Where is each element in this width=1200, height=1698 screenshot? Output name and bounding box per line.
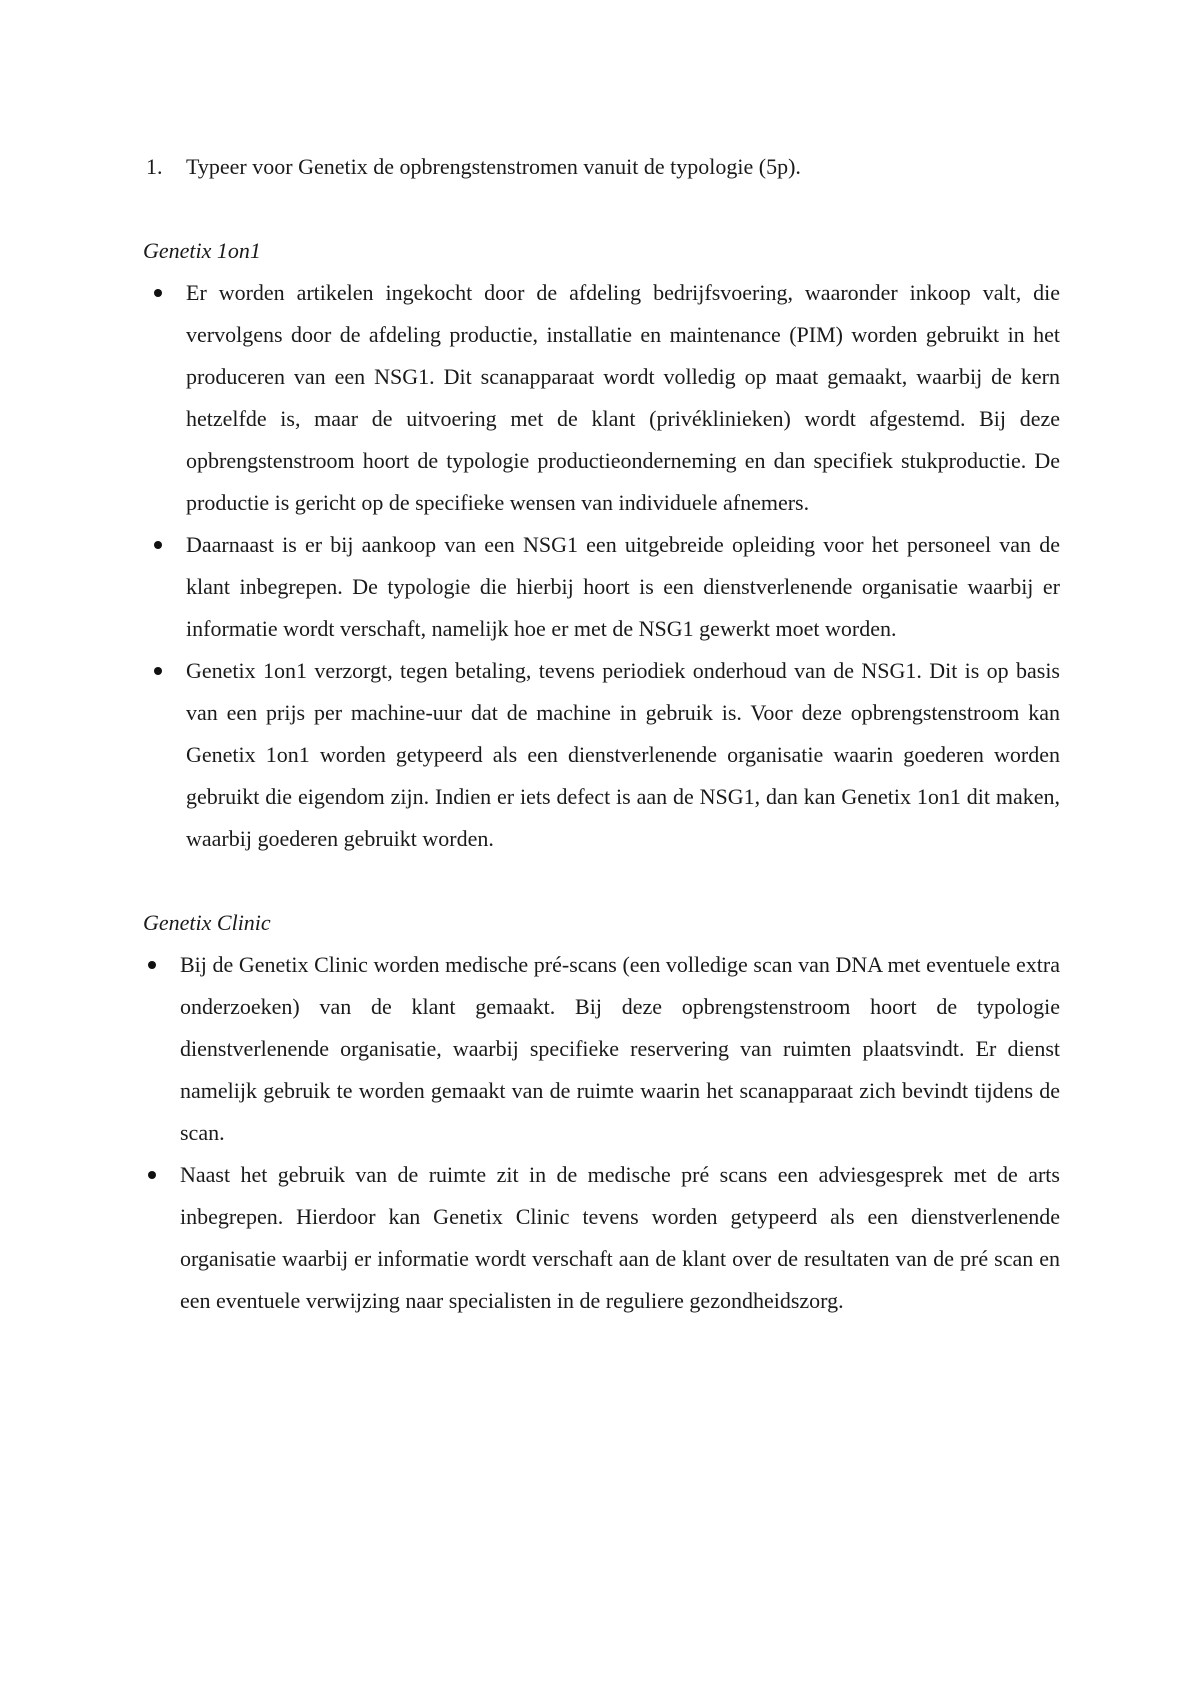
section-title: Genetix Clinic (143, 910, 271, 935)
section-genetix-1on1 (0, 230, 1200, 860)
question-number: 1. (146, 154, 163, 179)
bullet-item (0, 944, 1060, 1154)
section-genetix-clinic (0, 902, 1200, 1322)
bullet-list (0, 272, 1200, 860)
bullet-text: Naast het gebruik van de ruimte zit in de medische pré scans een adviesgesprek met de arts inbegrepen. Hierdoor kan Genetix Clinic tevens worden getypeerd als een dienstverlenende organisatie waarbij er informatie wordt verschaft aan de klant over de resultaten van de pré scan en een eventuele verwijzing naar specialisten in de reguliere gezondheidszorg. (180, 1162, 1060, 1313)
bullet-icon (154, 667, 162, 675)
document-body (0, 146, 1200, 1364)
bullet-text: Genetix 1on1 verzorgt, tegen betaling, tevens periodiek onderhoud van de NSG1. Dit is op basis van een prijs per machine-uur dat de machine in gebruik is. Voor deze opbrengstenstroom kan Genetix 1on1 worden getypeerd als een dienstverlenende organisatie waarin goederen worden gebruikt die eigendom zijn. Indien er iets defect is aan de NSG1, dan kan Genetix 1on1 dit maken, waarbij goederen gebruikt worden. (186, 658, 1060, 851)
bullet-text: Er worden artikelen ingekocht door de afdeling bedrijfsvoering, waaronder inkoop valt, die vervolgens door de afdeling productie, installatie en maintenance (PIM) worden gebruikt in het produceren van een NSG1. Dit scanapparaat wordt volledig op maat gemaakt, waarbij de kern hetzelfde is, maar de uitvoering met de klant (privéklinieken) wordt afgestemd. Bij deze opbrengstenstroom hoort de typologie productieonderneming en dan specifiek stukproductie. De productie is gericht op de specifieke wensen van individuele afnemers. (186, 280, 1060, 515)
bullet-item (0, 272, 1060, 524)
bullet-text: Daarnaast is er bij aankoop van een NSG1 een uitgebreide opleiding voor het personeel van de klant inbegrepen. De typologie die hierbij hoort is een dienstverlenende organisatie waarbij er informatie wordt verschaft, namelijk hoe er met de NSG1 gewerkt moet worden. (186, 532, 1060, 641)
section-title: Genetix 1on1 (143, 238, 261, 263)
bullet-item (0, 1154, 1060, 1322)
bullet-icon (154, 541, 162, 549)
bullet-text: Bij de Genetix Clinic worden medische pré-scans (een volledige scan van DNA met eventuele extra onderzoeken) van de klant gemaakt. Bij deze opbrengstenstroom hoort de typologie dienstverlenende organisatie, waarbij specifieke reservering van ruimten plaatsvindt. Er dienst namelijk gebruik te worden gemaakt van de ruimte waarin het scanapparaat zich bevindt tijdens de scan. (180, 952, 1060, 1145)
bullet-icon (148, 961, 156, 969)
question-text: Typeer voor Genetix de opbrengstenstromen vanuit de typologie (5p). (186, 154, 801, 179)
bullet-item (0, 524, 1060, 650)
bullet-list (0, 944, 1200, 1322)
question-item (0, 146, 1060, 188)
bullet-item (0, 650, 1060, 860)
bullet-icon (154, 289, 162, 297)
bullet-icon (148, 1171, 156, 1179)
